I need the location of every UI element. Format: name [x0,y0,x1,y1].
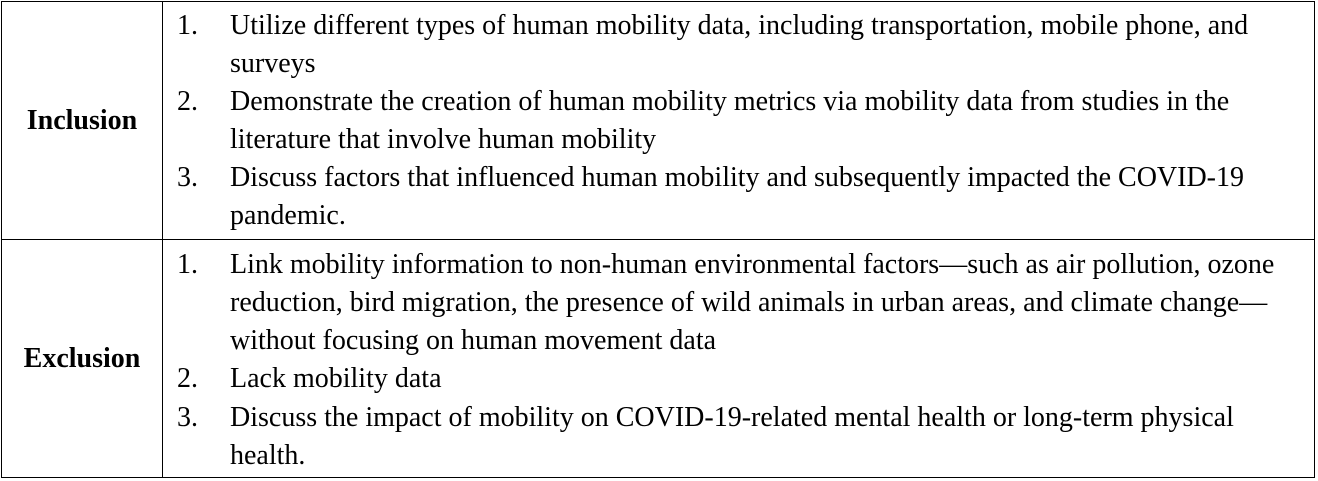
list-item-text: Discuss the impact of mobility on COVID-19-related mental health or long-term physical health. [230,402,1234,471]
exclusion-label: Exclusion [2,240,163,477]
inclusion-items [163,2,1314,239]
list-item-number: 3. [177,162,198,193]
list-item-text: Lack mobility data [230,363,442,394]
list-item-number: 1. [177,249,198,280]
list-item-text: Demonstrate the creation of human mobility metrics via mobility data from studies in the literature that involve human mobility [230,86,1230,155]
criteria-table [1,1,1315,478]
list-item-number: 1. [177,10,198,41]
list-item-number: 3. [177,402,198,433]
list-item-number: 2. [177,363,198,394]
list-item-text: Discuss factors that influenced human mobility and subsequently impacted the COVID-19 pandemic. [230,162,1245,231]
inclusion-row [2,2,1314,240]
exclusion-row [2,240,1314,477]
inclusion-label: Inclusion [2,2,163,239]
list-item-number: 2. [177,86,198,117]
list-item-text: Utilize different types of human mobility data, including transportation, mobile phone, and surveys [230,10,1249,79]
exclusion-items [163,240,1314,477]
list-item-text: Link mobility information to non-human environmental factors—such as air pollution, ozone reduction, bird migration, the presence of wild animals in urban areas, and climate change—without focusing on human movement data [230,249,1275,356]
